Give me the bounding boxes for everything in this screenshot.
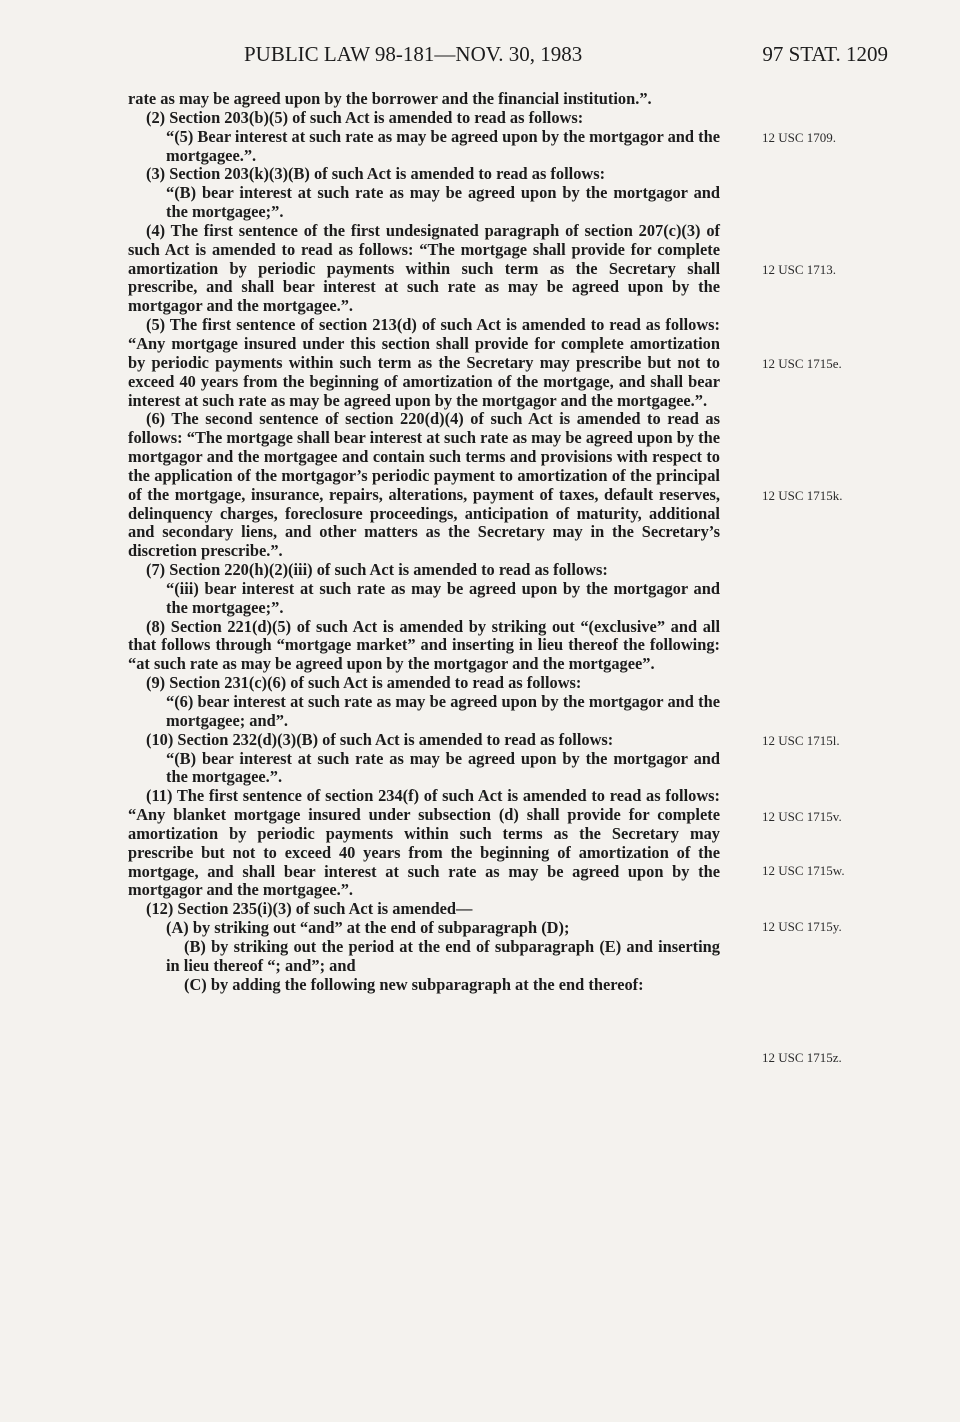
paragraph-8: (8) Section 221(d)(5) of such Act is amended by striking out “(exclusive” and all that follows through “mortgage market” and inserting in lieu thereof the following: “at such rate as may be agreed upon by the mortgagor and the mortgagee”. bbox=[128, 616, 720, 674]
quoted-text-3: “(B) bear interest at such rate as may be agreed upon by the mortgagor and the mortgagee;”. bbox=[166, 183, 720, 222]
margin-note: 12 USC 1715y. bbox=[762, 919, 842, 934]
margin-note: 12 USC 1709. bbox=[762, 130, 837, 145]
paragraph-continuation: rate as may be agreed upon by the borrower and the financial institution.”. bbox=[128, 89, 652, 108]
paragraph-5: (5) The first sentence of section 213(d) of such Act is amended to read as follows: “Any mortgage insured under this section shall provide for complete amortization by periodic payments within such term as the Secretary may prescribe but not to exceed 40 years from the beginning of amortization of the mortgage, and shall bear interest at such rate as may be agreed upon by the mortgagor and the mortgagee.”. bbox=[128, 315, 720, 410]
subparagraph-b: (B) by striking out the period at the end of subparagraph (E) and inserting in lieu thereof “; and”; and bbox=[166, 936, 720, 975]
subparagraph-c: (C) by adding the following new subparagraph at the end thereof: bbox=[184, 974, 644, 994]
paragraph-7: (7) Section 220(h)(2)(iii) of such Act is amended to read as follows: bbox=[146, 560, 608, 580]
margin-note: 12 USC 1715w. bbox=[762, 863, 845, 878]
margin-note: 12 USC 1713. bbox=[762, 262, 837, 277]
paragraph-6: (6) The second sentence of section 220(d)(4) of such Act is amended to read as follows: “The mortgage shall bear interest at such rate as may be agreed upon by the mortgagor and the mortgagee and contain such terms and provisions with respect to the application of the mortgagor’s periodic payment to amortization of the principal of the mortgage, insurance, repairs, alterations, payment of taxes, default reserves, delinquency charges, foreclosure proceedings, anticipation of maturity, additional and secondary liens, and other matters as the Secretary may in the Secretary’s discretion prescribe.”. bbox=[128, 409, 720, 561]
margin-note: 12 USC 1715e. bbox=[762, 356, 842, 371]
margin-note: 12 USC 1715z. bbox=[762, 1050, 842, 1065]
quoted-text-10: “(B) bear interest at such rate as may be agreed upon by the mortgagor and the mortgagee.”. bbox=[166, 748, 720, 787]
margin-note: 12 USC 1715v. bbox=[762, 809, 842, 824]
margin-note: 12 USC 1715l. bbox=[762, 733, 840, 748]
header-title: PUBLIC LAW 98-181—NOV. 30, 1983 bbox=[244, 42, 583, 66]
paragraph-12: (12) Section 235(i)(3) of such Act is amended— bbox=[146, 899, 473, 919]
paragraph-2: (2) Section 203(b)(5) of such Act is amended to read as follows: bbox=[146, 107, 584, 127]
statute-body bbox=[128, 90, 720, 995]
quoted-text-9: “(6) bear interest at such rate as may be agreed upon by the mortgagor and the mortgagee; and”. bbox=[166, 692, 720, 730]
paragraph-4: (4) The first sentence of the first undesignated paragraph of section 207(c)(3) of such Act is amended to read as follows: “The mortgage shall provide for complete amortization by periodic payments within such term as the Secretary shall prescribe, and shall bear interest at such rate as may be agreed upon by the mortgagor and the mortgagee.”. bbox=[128, 220, 720, 316]
margin-note: 12 USC 1715k. bbox=[762, 488, 843, 503]
subparagraph-a: (A) by striking out “and” at the end of subparagraph (D); bbox=[166, 918, 570, 938]
paragraph-9: (9) Section 231(c)(6) of such Act is amended to read as follows: bbox=[146, 673, 582, 693]
paragraph-10: (10) Section 232(d)(3)(B) of such Act is amended to read as follows: bbox=[146, 729, 614, 749]
page-header bbox=[244, 42, 888, 72]
header-stat-page: 97 STAT. 1209 bbox=[762, 42, 888, 66]
paragraph-11: (11) The first sentence of section 234(f) of such Act is amended to read as follows: “Any blanket mortgage insured under subsection (d) shall provide for complete amortization by periodic payments within such terms as the Secretary may prescribe but not to exceed 40 years from the beginning of amortization of the mortgage, and shall bear interest at such rate as may be agreed upon by the mortgagor and the mortgagee.”. bbox=[128, 786, 720, 900]
quoted-text-2: “(5) Bear interest at such rate as may be agreed upon by the mortgagor and the mortgagee.”. bbox=[166, 126, 720, 165]
quoted-text-7: “(iii) bear interest at such rate as may be agreed upon by the mortgagor and the mortgagee;”. bbox=[166, 578, 720, 617]
paragraph-3: (3) Section 203(k)(3)(B) of such Act is amended to read as follows: bbox=[146, 164, 606, 184]
